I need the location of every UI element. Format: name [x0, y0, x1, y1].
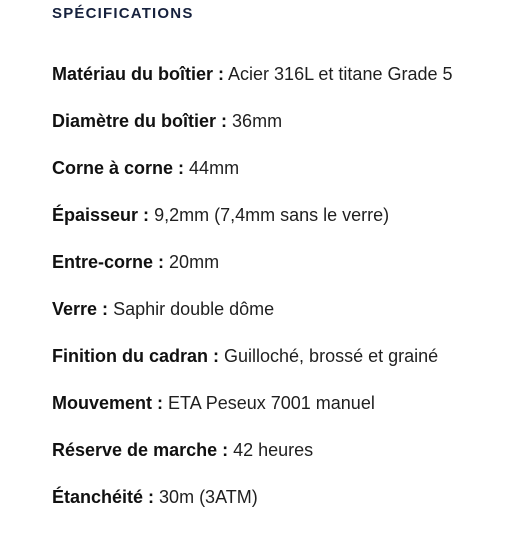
spec-item-water-resistance	[52, 487, 512, 507]
spec-value: 42 heures	[233, 440, 314, 460]
spec-label: Épaisseur :	[52, 205, 150, 225]
spec-item-case-diameter	[52, 111, 512, 131]
spec-value: Acier 316L et titane Grade 5	[228, 64, 453, 84]
spec-label: Réserve de marche :	[52, 440, 229, 460]
spec-item-thickness	[52, 205, 512, 225]
spec-item-lug-width	[52, 252, 512, 272]
spec-label: Finition du cadran :	[52, 346, 219, 366]
spec-value: 9,2mm (7,4mm sans le verre)	[154, 205, 390, 225]
spec-item-lug-to-lug	[52, 158, 512, 178]
spec-value: 20mm	[169, 252, 220, 272]
spec-item-case-material	[52, 64, 512, 84]
spec-item-power-reserve	[52, 440, 512, 460]
spec-item-dial-finish	[52, 346, 512, 366]
spec-value: Guilloché, brossé et grainé	[224, 346, 439, 366]
spec-label: Mouvement :	[52, 393, 164, 413]
spec-label: Matériau du boîtier :	[52, 64, 225, 84]
spec-list	[52, 64, 512, 507]
spec-label: Verre :	[52, 299, 109, 319]
spec-label: Entre-corne :	[52, 252, 165, 272]
spec-item-movement	[52, 393, 512, 413]
spec-value: ETA Peseux 7001 manuel	[168, 393, 375, 413]
specifications-section	[52, 0, 512, 534]
spec-value: 44mm	[189, 158, 240, 178]
spec-label: Étanchéité :	[52, 487, 155, 507]
spec-label: Corne à corne :	[52, 158, 185, 178]
spec-value: 30m (3ATM)	[159, 487, 258, 507]
spec-label: Diamètre du boîtier :	[52, 111, 228, 131]
spec-value: 36mm	[232, 111, 283, 131]
spec-item-crystal	[52, 299, 512, 319]
section-title: SPÉCIFICATIONS	[52, 5, 194, 22]
spec-value: Saphir double dôme	[113, 299, 275, 319]
